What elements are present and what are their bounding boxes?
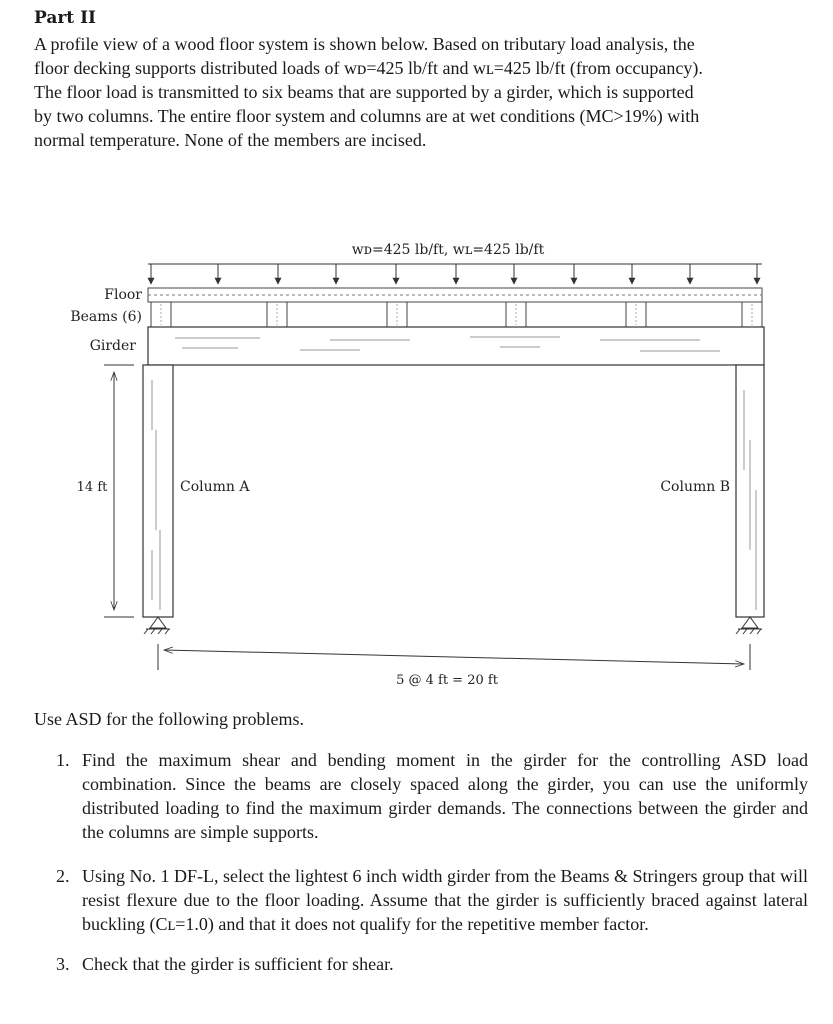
girder bbox=[148, 327, 764, 365]
floor-label: Floor bbox=[104, 287, 142, 303]
intro-line: A profile view of a wood floor system is shown below. Based on tributary load analysis, the bbox=[34, 34, 695, 54]
problem-number: 2. bbox=[56, 866, 70, 886]
height-label: 14 ft bbox=[76, 480, 108, 495]
intro-line: normal temperature. None of the members are incised. bbox=[34, 130, 427, 150]
load-arrows bbox=[151, 264, 757, 284]
beams-label: Beams (6) bbox=[70, 309, 142, 325]
floor-system-diagram bbox=[0, 230, 833, 700]
column-b bbox=[736, 365, 764, 617]
problem-text: Check that the girder is sufficient for shear. bbox=[82, 954, 394, 974]
pin-support-b bbox=[736, 617, 762, 634]
problem-number: 3. bbox=[56, 954, 70, 974]
intro-line: by two columns. The entire floor system and columns are at wet conditions (MC>19%) with bbox=[34, 106, 700, 126]
problem-number: 1. bbox=[56, 750, 70, 770]
problem-item bbox=[56, 952, 808, 976]
intro-line: floor decking supports distributed loads of wᴅ=425 lb/ft and wʟ=425 lb/ft (from occupancy). bbox=[34, 58, 703, 78]
column-b-label: Column B bbox=[660, 479, 730, 495]
height-dimension bbox=[104, 365, 134, 617]
problem-text: Find the maximum shear and bending moment in the girder for the controlling ASD load combination. Since the beams are closely spaced along the girder, you can use the uniformly distributed loading to find the maximum girder demands. The connections between the girder and the columns are simple supports. bbox=[82, 750, 808, 842]
span-dimension bbox=[158, 644, 750, 670]
floor-decking bbox=[148, 288, 762, 302]
intro-paragraph bbox=[34, 32, 810, 152]
column-a-label: Column A bbox=[180, 479, 250, 495]
problem-item bbox=[56, 748, 808, 844]
load-label: wᴅ=425 lb/ft, wʟ=425 lb/ft bbox=[351, 242, 545, 258]
span-label: 5 @ 4 ft = 20 ft bbox=[396, 673, 498, 688]
problem-text: Using No. 1 DF-L, select the lightest 6 inch width girder from the Beams & Stringers group that will resist flexure due to the floor loading. Assume that the girder is sufficiently braced against lateral buckling (Cʟ=1.0) and that it does not qualify for the repetitive member factor. bbox=[82, 866, 808, 934]
girder-label: Girder bbox=[89, 338, 136, 354]
use-asd-instruction: Use ASD for the following problems. bbox=[34, 709, 304, 729]
floor-beams bbox=[151, 302, 762, 327]
part-title: Part II bbox=[34, 8, 96, 28]
distributed-load bbox=[148, 264, 762, 284]
intro-line: The floor load is transmitted to six beams that are supported by a girder, which is supported bbox=[34, 82, 694, 102]
problem-item bbox=[56, 864, 808, 936]
problem-list bbox=[56, 748, 808, 976]
pin-support-a bbox=[144, 617, 170, 634]
column-a bbox=[143, 365, 173, 617]
